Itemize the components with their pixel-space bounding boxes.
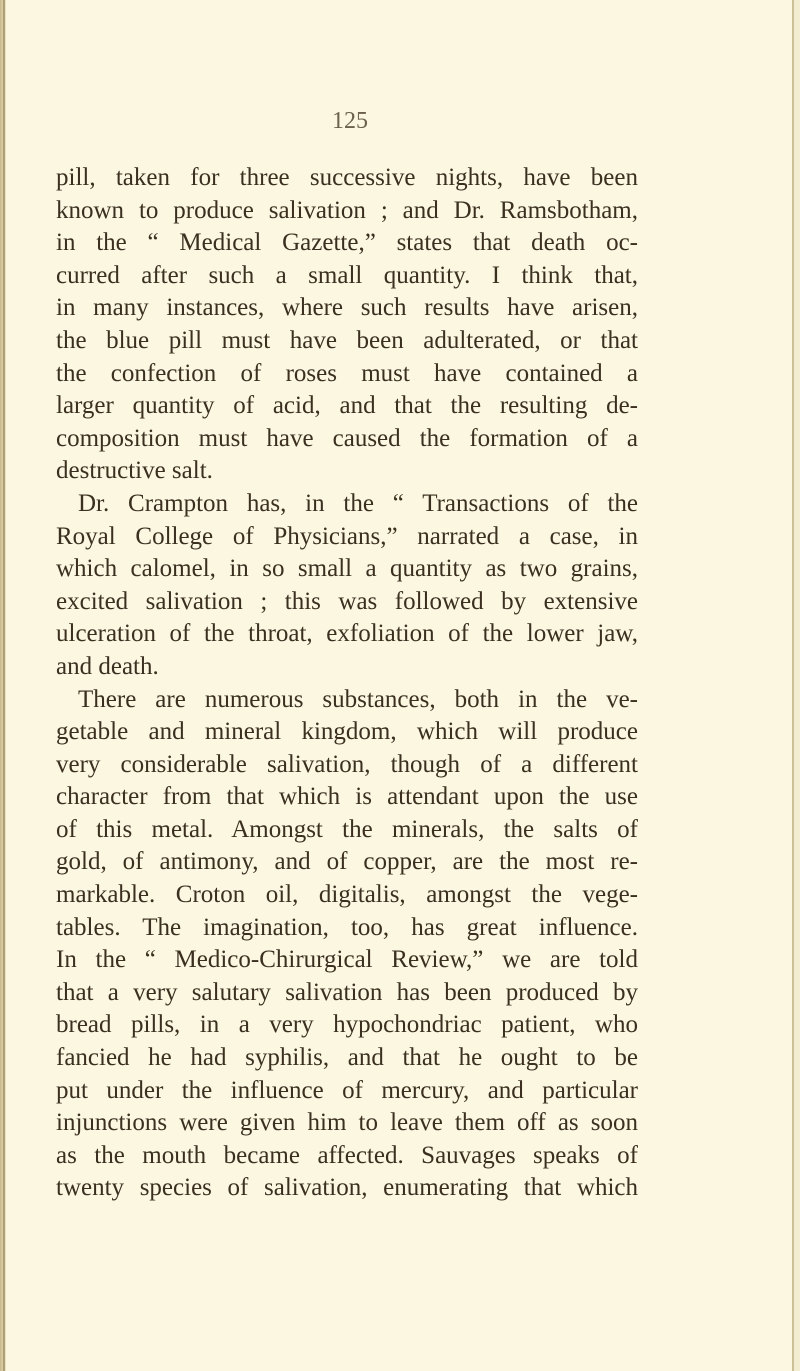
text-line: excited salivation ; this was followed by extensive — [56, 587, 638, 615]
text-line: curred after such a small quantity. I think that, — [56, 261, 638, 289]
text-line: bread pills, in a very hypochondriac patient, who — [56, 1011, 638, 1039]
paragraph — [56, 162, 638, 488]
text-line: in the “ Medical Gazette,” states that death oc- — [56, 229, 638, 257]
text-line: tables. The imagination, too, has great influence. — [56, 913, 638, 941]
text-line: In the “ Medico-Chirurgical Review,” we are told — [56, 946, 638, 974]
text-line: destructive salt. — [56, 457, 213, 485]
text-line: There are numerous substances, both in the ve- — [78, 685, 638, 713]
text-line: very considerable salivation, though of a different — [56, 750, 638, 778]
text-line: the confection of roses must have contained a — [56, 359, 638, 387]
text-line: twenty species of salivation, enumerating that which — [56, 1174, 638, 1202]
page-edge-right — [794, 0, 800, 1371]
paragraph — [56, 684, 638, 1206]
text-line: fancied he had syphilis, and that he ought to be — [56, 1044, 638, 1072]
binding-line — [3, 0, 5, 1371]
text-line: that a very salutary salivation has been produced by — [56, 978, 638, 1006]
text-line: ulceration of the throat, exfoliation of the lower jaw, — [56, 620, 638, 648]
text-line: Dr. Crampton has, in the “ Transactions of the — [78, 489, 638, 517]
text-line: larger quantity of acid, and that the resulting de- — [56, 392, 638, 420]
text-line: character from that which is attendant upon the use — [56, 783, 638, 811]
text-line: as the mouth became affected. Sauvages speaks of — [56, 1141, 638, 1169]
text-line: known to produce salivation ; and Dr. Ramsbotham, — [56, 196, 638, 224]
paragraph — [56, 488, 638, 684]
text-line: and death. — [56, 652, 159, 680]
text-line: the blue pill must have been adulterated, or that — [56, 326, 638, 354]
text-line: in many instances, where such results have arisen, — [56, 294, 638, 322]
text-line: getable and mineral kingdom, which will produce — [56, 718, 638, 746]
text-line: gold, of antimony, and of copper, are the most re- — [56, 848, 638, 876]
text-line: Royal College of Physicians,” narrated a case, in — [56, 522, 638, 550]
text-line: which calomel, in so small a quantity as two grains, — [56, 555, 638, 583]
text-line: pill, taken for three successive nights, have been — [56, 164, 638, 191]
text-line: of this metal. Amongst the minerals, the salts of — [56, 815, 638, 843]
text-line: markable. Croton oil, digitalis, amongst the vege- — [56, 881, 638, 909]
text-line: composition must have caused the formation of a — [56, 424, 638, 452]
page-edge-right-line — [792, 0, 794, 1371]
text-line: put under the influence of mercury, and particular — [56, 1076, 638, 1104]
text-line: injunctions were given him to leave them off as soon — [56, 1109, 638, 1137]
page-number: 125 — [332, 108, 368, 134]
body-text — [56, 162, 638, 1205]
